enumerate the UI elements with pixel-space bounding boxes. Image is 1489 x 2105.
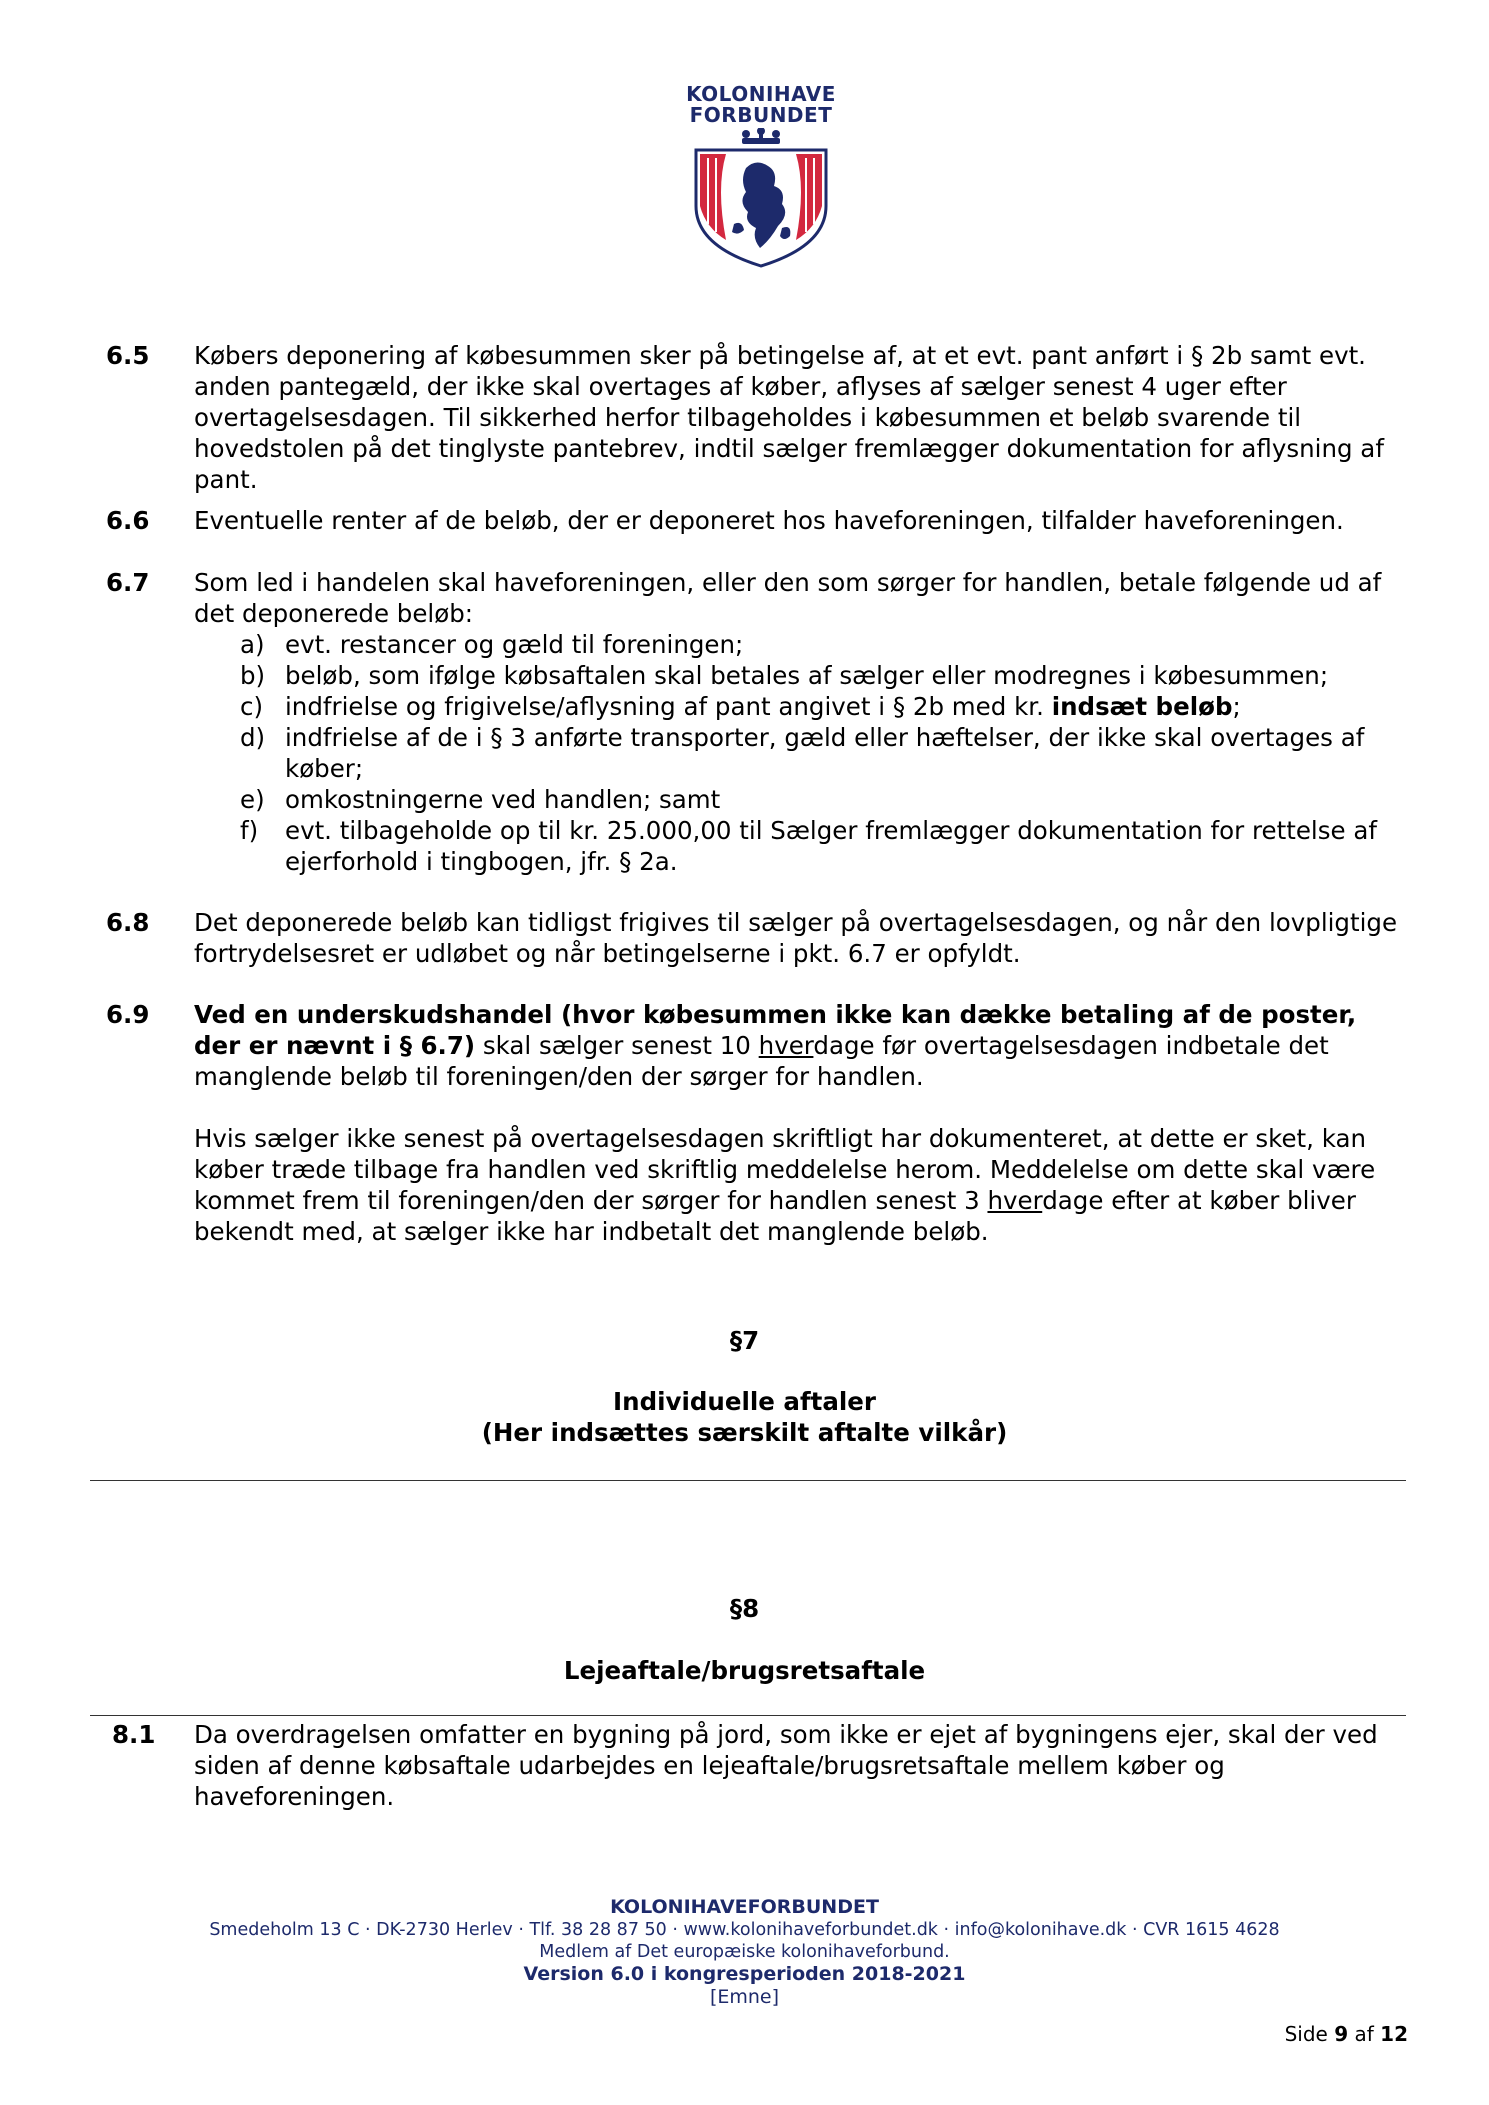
list-item: c) indfrielse og frigivelse/aflysning af pant angivet i § 2b med kr. indsæt beløb; xyxy=(240,692,1241,721)
placeholder-amount: indsæt beløb xyxy=(1051,692,1233,721)
footer-version: Version 6.0 i kongresperioden 2018-2021 xyxy=(523,1963,966,1985)
list-item: b) beløb, som ifølge købsaftalen skal betales af sælger eller modregnes i købesummen; xyxy=(240,661,1329,690)
section-6-9 xyxy=(106,999,1406,1247)
section-text: Købers deponering af købesummen sker på betingelse af, at et evt. pant anført i § 2b samt evt. anden pantegæld, der ikke skal overtages af køber, aflyses af sælger senest 4 uger efter overtagelsesdagen. Til sikkerhed herfor tilbageholdes i købesummen et beløb svarende til hovedstolen på det tinglyste pantebrev, indtil sælger fremlægger dokumentation for aflysning af pant. xyxy=(194,341,1384,494)
list-item: f) evt. tilbageholde op til kr. 25.000,00 til Sælger fremlægger dokumentation for rettelse af ejerforhold i tingbogen, jfr. § 2a. xyxy=(240,816,1377,876)
section-text: Eventuelle renter af de beløb, der er deponeret hos haveforeningen, tilfalder haveforeningen. xyxy=(194,506,1344,535)
section-8-title: Lejeaftale/brugsretsaftale xyxy=(563,1656,926,1685)
footer-org: KOLONIHAVEFORBUNDET xyxy=(610,1896,879,1918)
section-6-8 xyxy=(106,907,1406,969)
section-text-2: Hvis sælger ikke senest på overtagelsesdagen skriftligt har dokumenteret, at dette er sket, kan køber træde tilbage fra handlen ved skriftlig meddelelse herom. Meddelelse om dette skal være kommet frem til foreningen/den der sørger for handlen senest 3 hverdage efter at køber bliver bekendt med, at sælger ikke har indbetalt det manglende beløb. xyxy=(194,1124,1376,1246)
section-7-heading: §7 xyxy=(729,1326,760,1355)
footer-subject: [Emne] xyxy=(709,1986,780,2008)
list-item: e) omkostningerne ved handlen; samt xyxy=(240,785,721,814)
section-8-heading: §8 xyxy=(729,1594,760,1623)
kolonihaveforbundet-logo xyxy=(686,84,836,268)
section-text: Det deponerede beløb kan tidligst frigives til sælger på overtagelsesdagen, og når den lovpligtige fortrydelsesret er udløbet og når betingelserne i pkt. 6.7 er opfyldt. xyxy=(194,908,1398,968)
list-item: a) evt. restancer og gæld til foreningen; xyxy=(240,630,744,659)
page-number: Side 9 af 12 xyxy=(1284,2022,1408,2046)
section-8-1 xyxy=(106,1719,1406,1812)
section-number: 6.7 xyxy=(106,568,150,597)
crest-icon xyxy=(686,128,836,268)
section-number: 6.9 xyxy=(106,1000,150,1029)
section-number: 8.1 xyxy=(112,1720,156,1749)
section-number: 6.8 xyxy=(106,908,150,937)
footer-membership: Medlem af Det europæiske kolonihaveforbund. xyxy=(539,1942,950,1962)
section-7-title: Individuelle aftaler xyxy=(613,1387,876,1416)
divider xyxy=(90,1715,1406,1716)
section-6-5 xyxy=(106,340,1406,495)
list-item: d) indfrielse af de i § 3 anførte transporter, gæld eller hæftelser, der ikke skal overtages af køber; xyxy=(240,723,1365,783)
logo-line-1: KOLONIHAVE xyxy=(686,82,836,106)
section-7-subtitle: (Her indsættes særskilt aftalte vilkår) xyxy=(481,1418,1008,1447)
footer-address: Smedeholm 13 C · DK-2730 Herlev · Tlf. 38 28 87 50 · www.kolonihaveforbundet.dk · info@kolonihave.dk · CVR 1615 4628 xyxy=(209,1920,1280,1940)
section-intro: Som led i handelen skal haveforeningen, eller den som sørger for handlen, betale følgende ud af det deponerede beløb: xyxy=(194,568,1382,628)
logo-line-2: FORBUNDET xyxy=(689,103,833,127)
section-number: 6.6 xyxy=(106,506,150,535)
section-number: 6.5 xyxy=(106,341,150,370)
payment-list xyxy=(194,629,1399,877)
section-text: Ved en underskudshandel (hvor købesummen ikke kan dække betaling af de poster, der er nævnt i § 6.7) skal sælger senest 10 hverdage før overtagelsesdagen indbetale det manglende beløb til foreningen/den der sørger for handlen. xyxy=(194,1000,1357,1091)
divider xyxy=(90,1480,1406,1481)
section-text: Da overdragelsen omfatter en bygning på jord, som ikke er ejet af bygningens ejer, skal der ved siden af denne købsaftale udarbejdes en lejeaftale/brugsretsaftale mellem køber og haveforeningen. xyxy=(194,1720,1378,1811)
section-6-6 xyxy=(106,505,1406,536)
section-6-7 xyxy=(106,567,1406,877)
